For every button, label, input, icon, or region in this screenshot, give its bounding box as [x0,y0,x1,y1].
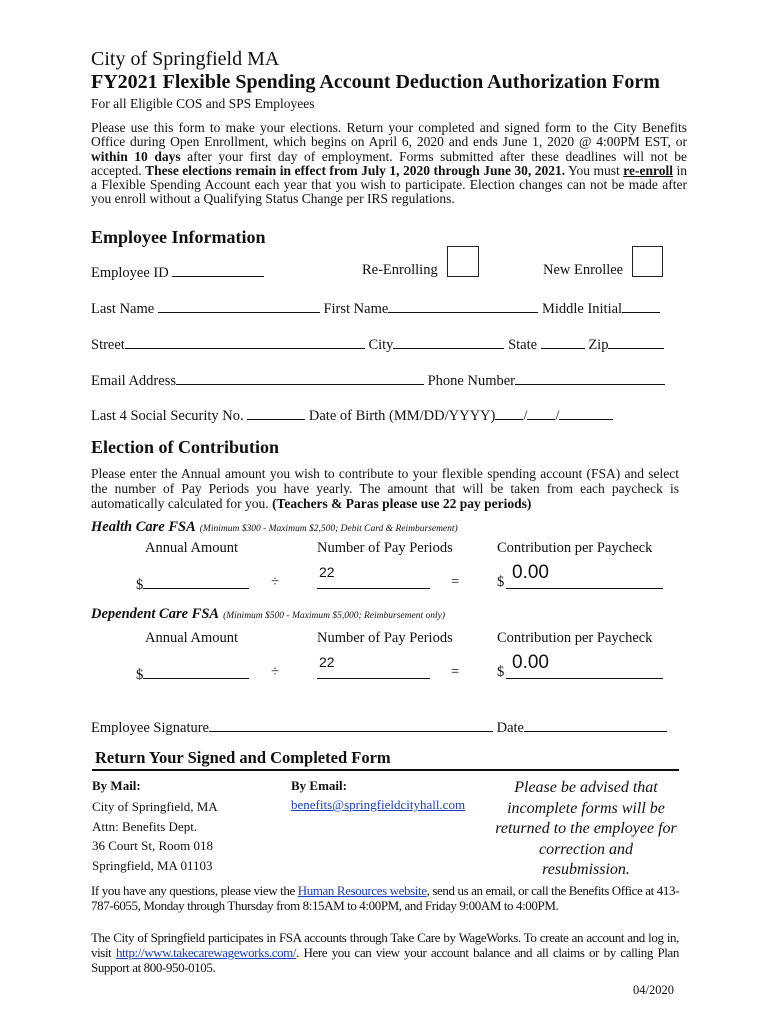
health-care-fsa-limits: (Minimum $300 - Maximum $2,500; Debit Card & Reimbursement) [199,524,458,534]
employee-signature-field[interactable] [209,717,493,732]
last-name-field[interactable] [158,298,320,313]
divide-sign: ÷ [271,574,279,590]
health-annual-amount-field[interactable] [143,574,249,589]
dollar-sign: $ [497,574,505,590]
health-contribution-value: 0.00 [512,562,549,583]
return-divider [92,769,679,771]
health-contribution-header: Contribution per Paycheck [497,540,653,556]
dependent-annual-amount [136,664,249,684]
employee-id-row [91,262,264,282]
wageworks-paragraph: The City of Springfield participates in FSA accounts through Take Care by WageWorks. To create an account and log in, visit http://www.takecarewageworks.com/. Here you can view your account balance and all claims or by calling Plan Support at 800-950-0105. [91,930,679,975]
health-care-fsa-title-row [91,518,458,536]
election-heading: Election of Contribution [91,437,280,457]
equals-sign: = [451,664,460,680]
health-care-fsa-title: Health Care FSA [91,519,196,535]
mail-address [92,797,218,875]
last-name-label: Last Name [91,301,155,317]
signature-date-field[interactable] [524,717,667,732]
dob-year-field[interactable] [559,405,613,420]
mail-address-line: Springfield, MA 01103 [92,857,213,873]
middle-initial-field[interactable] [622,298,660,313]
dependent-care-fsa-limits: (Minimum $500 - Maximum $5,000; Reimbursement only) [223,611,445,621]
form-subtitle: For all Eligible COS and SPS Employees [91,96,315,111]
health-annual-amount [136,574,249,594]
first-name-field[interactable] [388,298,538,313]
address-row [91,334,664,354]
health-pay-periods-field[interactable] [317,564,430,589]
employee-id-field[interactable] [172,262,264,277]
new-enrollee-checkbox[interactable] [632,246,663,277]
name-row [91,298,660,318]
zip-field[interactable] [608,334,664,349]
dependent-pay-periods-field[interactable] [317,654,430,679]
re-enrolling-checkbox[interactable] [447,246,479,277]
ssn-label: Last 4 Social Security No. [91,408,244,424]
dependent-pay-periods-header: Number of Pay Periods [317,630,453,646]
health-annual-amount-header: Annual Amount [145,540,239,556]
form-version: 04/2020 [633,983,674,997]
by-mail-title: By Mail: [92,778,141,793]
dob-month-field[interactable] [495,405,523,420]
dependent-pay-periods-value: 22 [319,654,335,670]
state-label: State [508,337,538,353]
by-email-title: By Email: [291,778,347,793]
dependent-care-fsa-title: Dependent Care FSA [91,606,220,622]
email-address-field[interactable] [176,370,424,385]
divide-sign: ÷ [271,664,279,680]
middle-initial-label: Middle Initial [541,301,623,317]
street-label: Street [91,337,125,353]
employee-id-label: Employee ID [91,265,169,281]
instructions-paragraph: Please use this form to make your elections. Return your completed and signed form to the City Benefits Office during Open Enrollment, which begins on April 6, 2020 and ends June 1, 2020 @ 4:00PM EST, or within 10 days after your first day of employment. Forms submitted after these deadlines will not be accepted. These elections remain in effect from July 1, 2020 through June 30, 2021. You must re-enroll in a Flexible Spending Account each year that you wish to participate. Election changes can not be made after you enroll without a Qualifying Status Change per IRS regulations. [91,120,688,207]
re-enrolling-label: Re-Enrolling [362,262,438,278]
email-address-label: Email Address [91,373,176,389]
contact-row [91,370,665,390]
dependent-contribution-value: 0.00 [512,652,549,673]
mail-address-line: 36 Court St, Room 018 [92,838,213,854]
city-heading: City of Springfield MA [91,48,280,70]
first-name-label: First Name [323,301,389,317]
street-field[interactable] [125,334,365,349]
health-pay-periods-value: 22 [319,564,335,580]
wageworks-link[interactable]: http://www.takecarewageworks.com/ [115,945,297,960]
ssn-field[interactable] [247,405,305,420]
dollar-sign: $ [497,664,505,680]
zip-label: Zip [588,337,609,353]
health-contribution-field [506,562,663,589]
state-field[interactable] [541,334,585,349]
dependent-care-fsa-title-row [91,605,445,623]
dob-label: Date of Birth (MM/DD/YYYY) [308,408,496,424]
human-resources-link[interactable]: Human Resources website [297,883,427,898]
form-title: FY2021 Flexible Spending Account Deduction Authorization Form [91,71,660,93]
dob-day-field[interactable] [527,405,555,420]
date-label: Date [496,720,524,736]
equals-sign: = [451,574,460,590]
dependent-contribution-field [506,652,663,679]
return-heading: Return Your Signed and Completed Form [95,748,391,767]
mail-address-line: Attn: Benefits Dept. [92,818,198,834]
dollar-sign: $ [136,667,144,683]
identity-row: Last 4 Social Security No. Date of Birth (MM/DD/YYYY) / / [91,405,613,425]
dependent-annual-amount-header: Annual Amount [145,630,239,646]
dependent-annual-amount-field[interactable] [143,664,249,679]
employee-signature-label: Employee Signature [91,720,209,736]
health-pay-periods-header: Number of Pay Periods [317,540,453,556]
dollar-sign: $ [136,577,144,593]
employee-information-heading: Employee Information [91,227,266,247]
benefits-email-link[interactable]: benefits@springfieldcityhall.com [291,797,466,812]
phone-number-label: Phone Number [427,373,515,389]
city-field[interactable] [393,334,504,349]
incomplete-forms-notice: Please be advised that incomplete forms will be returned to the employee for correction and resubmission. [495,779,677,878]
questions-paragraph: If you have any questions, please view the Human Resources website, send us an email, or call the Benefits Office at 413-787-6055, Monday through Thursday from 8:15AM to 4:00PM, and Friday 9:00AM to 4:00PM. [91,883,680,913]
new-enrollee-label: New Enrollee [543,262,624,278]
dependent-contribution-header: Contribution per Paycheck [497,630,653,646]
election-instructions: Please enter the Annual amount you wish to contribute to your flexible spending account (FSA) and select the number of Pay Periods you have yearly. The amount that will be taken from each paycheck is automatically calculated for you. (Teachers & Paras please use 22 pay periods) [91,466,679,511]
city-label: City [368,337,394,353]
mail-address-line: City of Springfield, MA [92,799,218,814]
phone-number-field[interactable] [515,370,665,385]
signature-row [91,717,667,737]
